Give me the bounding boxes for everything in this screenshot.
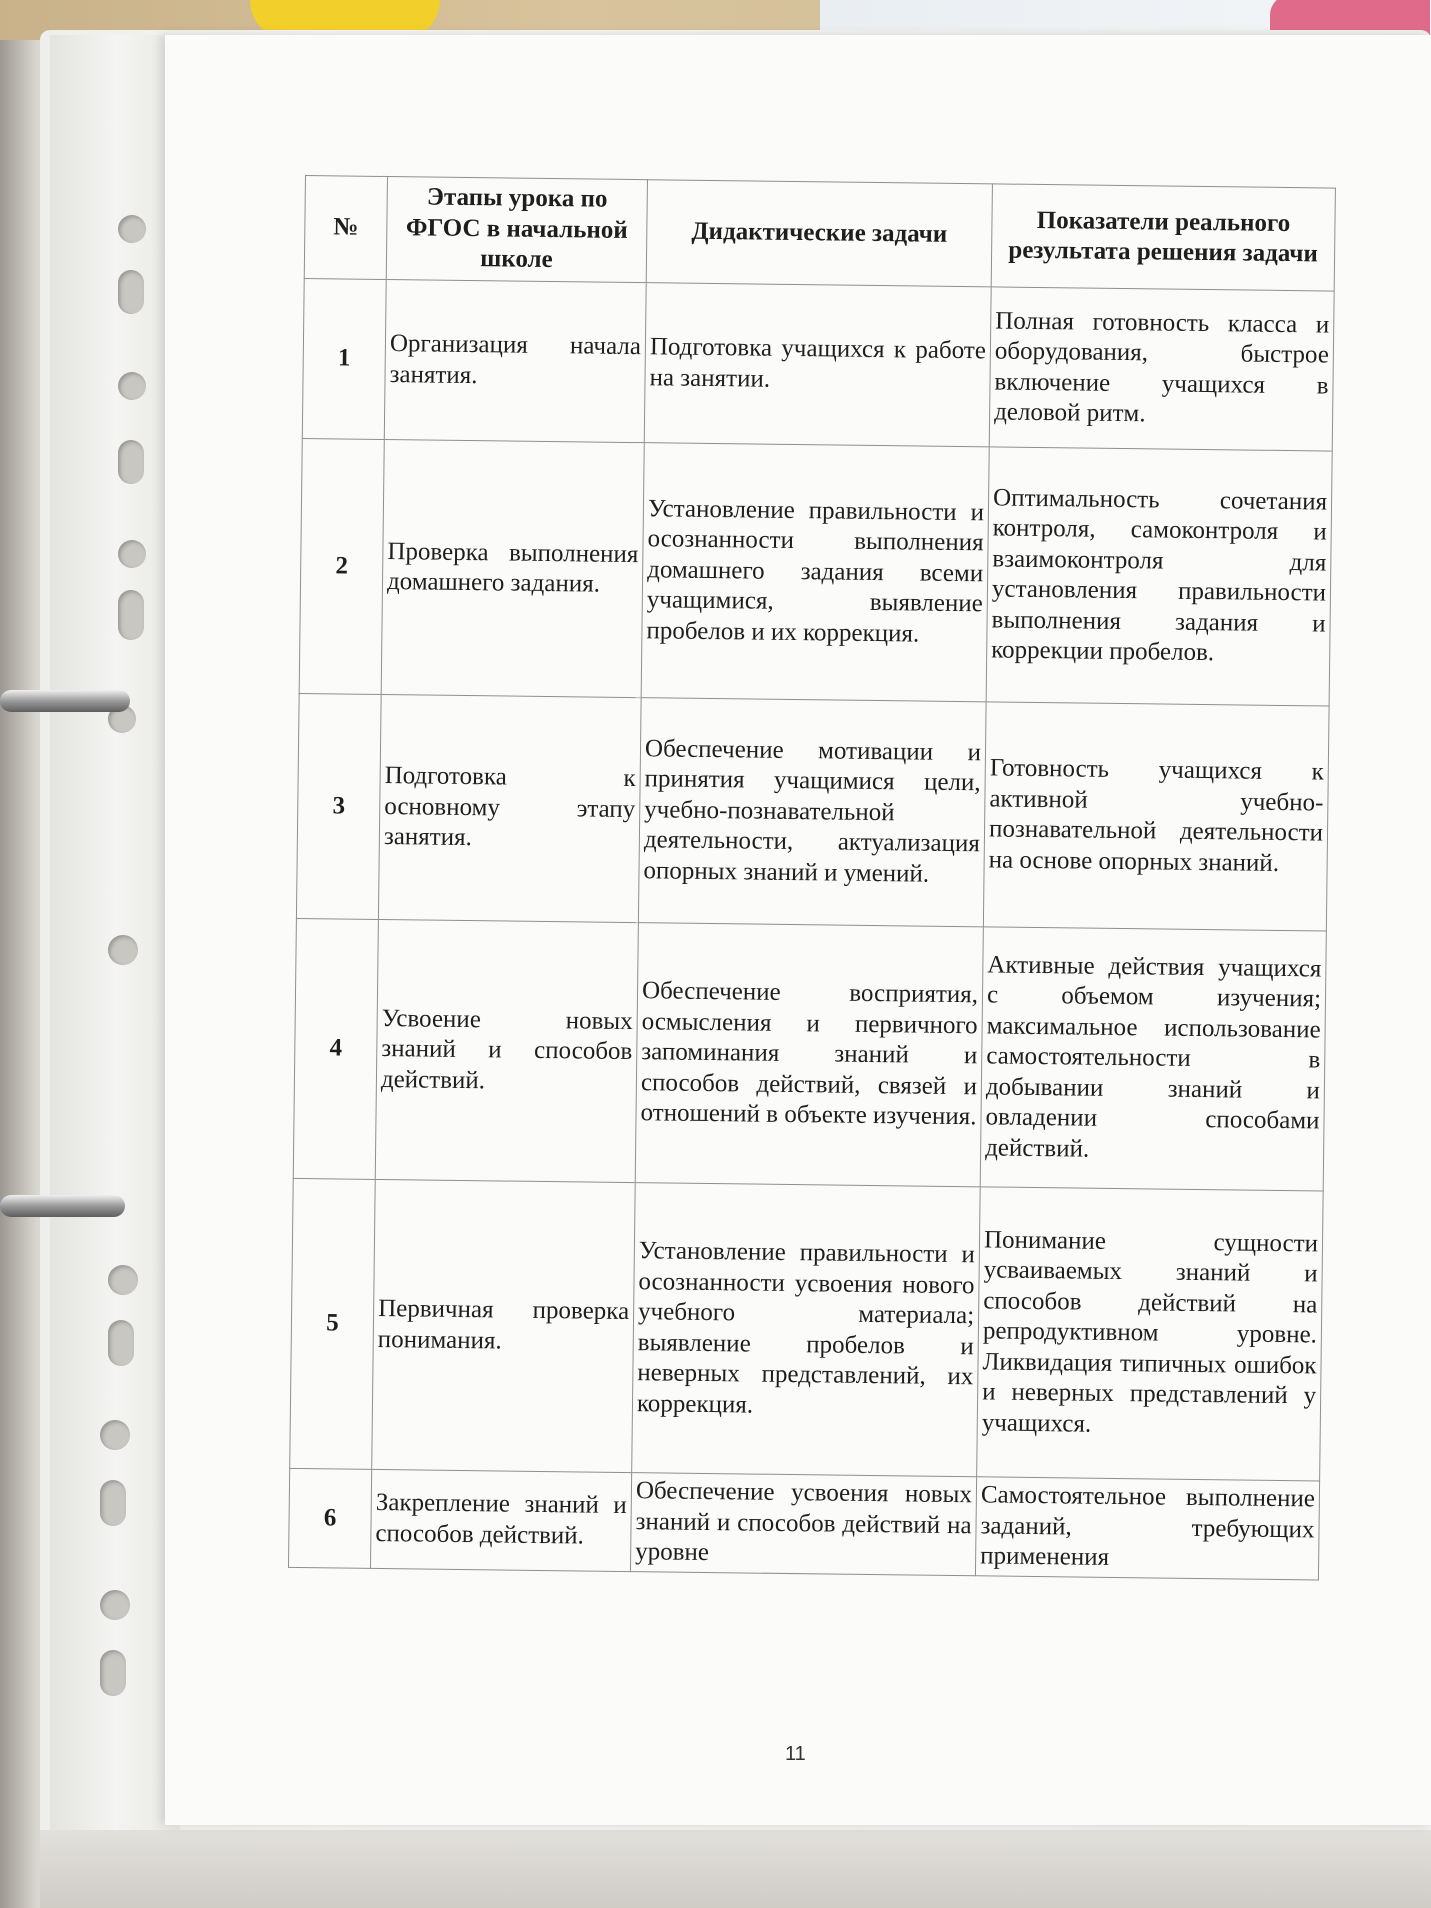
punch-hole-icon — [108, 1320, 134, 1366]
row-number: 1 — [302, 278, 386, 439]
header-didactic-tasks: Дидактические задачи — [646, 180, 992, 287]
row-task: Установление правильности и осознанности усвоения нового учебного материала; выявление пробелов и неверных представлений, их коррекция. — [632, 1183, 981, 1477]
header-result-indicators: Показатели реального результата решения задачи — [991, 184, 1335, 291]
row-result: Оптимальность сочетания контроля, самоконтроля и взаимоконтроля для установления правильности выполнения задания и коррекции пробелов. — [986, 447, 1332, 706]
punch-hole-icon — [100, 1480, 126, 1526]
row-task: Обеспечение усвоения новых знаний и способов действий на уровне — [630, 1473, 976, 1576]
table-row — [302, 278, 1334, 451]
binder-ring-icon — [0, 690, 130, 712]
row-stage: Первичная проверка понимания. — [372, 1179, 636, 1472]
punch-hole-icon — [100, 1650, 126, 1696]
binder-bottom-edge — [40, 1830, 1431, 1908]
punch-hole-icon — [118, 440, 144, 484]
page-number: 11 — [785, 1743, 806, 1765]
punch-hole-icon — [108, 935, 138, 965]
punch-hole-icon — [118, 372, 146, 400]
row-number: 6 — [288, 1468, 371, 1567]
row-result: Понимание сущности усваиваемых знаний и способов действий на репродуктивном уровне. Ликвидация типичных ошибок и неверных представлений у учащихся. — [977, 1187, 1324, 1481]
table-row — [293, 918, 1326, 1191]
punch-hole-icon — [118, 540, 146, 568]
binder-ring-icon — [0, 1195, 125, 1217]
row-stage: Проверка выполнения домашнего задания. — [381, 439, 644, 697]
row-number: 3 — [296, 693, 381, 919]
table-row — [290, 1178, 1323, 1481]
row-task: Обеспечение восприятия, осмысления и первичного запоминания знаний и способов действий, связей и отношений в объекте изучения. — [635, 923, 983, 1187]
row-stage: Усвоение новых знаний и способов действий. — [375, 919, 638, 1182]
row-number: 2 — [299, 438, 384, 694]
row-task: Установление правильности и осознанности выполнения домашнего задания всеми учащимися, выявление пробелов и их коррекция. — [641, 443, 989, 702]
header-stage: Этапы урока по ФГОС в начальной школе — [386, 177, 647, 283]
punch-hole-icon — [118, 590, 144, 640]
table-header-row — [304, 176, 1335, 292]
row-stage: Закрепление знаний и способов действий. — [370, 1469, 631, 1571]
row-result: Самостоятельное выполнение заданий, требующих применения — [975, 1477, 1319, 1580]
row-number: 4 — [293, 918, 378, 1179]
lesson-stages-table — [288, 175, 1336, 1580]
row-stage: Организация начала занятия. — [384, 280, 646, 443]
document-page — [165, 35, 1431, 1825]
punch-hole-icon — [118, 215, 146, 243]
punch-hole-icon — [108, 1265, 138, 1295]
row-stage: Подготовка к основному этапу занятия. — [378, 694, 641, 922]
table-row — [296, 693, 1329, 931]
row-result: Готовность учащихся к активной учебно-познавательной деятельности на основе опорных знаний. — [983, 702, 1329, 931]
table-row — [299, 438, 1332, 706]
row-task: Подготовка учащихся к работе на занятии. — [644, 283, 991, 447]
punch-hole-icon — [100, 1590, 130, 1620]
header-number: № — [304, 176, 387, 280]
row-task: Обеспечение мотивации и принятия учащимися цели, учебно-познавательной деятельности, актуализация опорных знаний и умений. — [638, 698, 986, 927]
punch-hole-icon — [100, 1420, 130, 1450]
row-result: Полная готовность класса и оборудования, быстрое включение учащихся в деловой ритм. — [989, 287, 1334, 451]
table-row — [288, 1468, 1319, 1579]
punch-hole-icon — [118, 270, 144, 314]
row-result: Активные действия учащихся с объемом изучения; максимальное использование самостоятельности в добывании знаний и овладении способами действий. — [980, 927, 1326, 1191]
row-number: 5 — [290, 1178, 376, 1469]
